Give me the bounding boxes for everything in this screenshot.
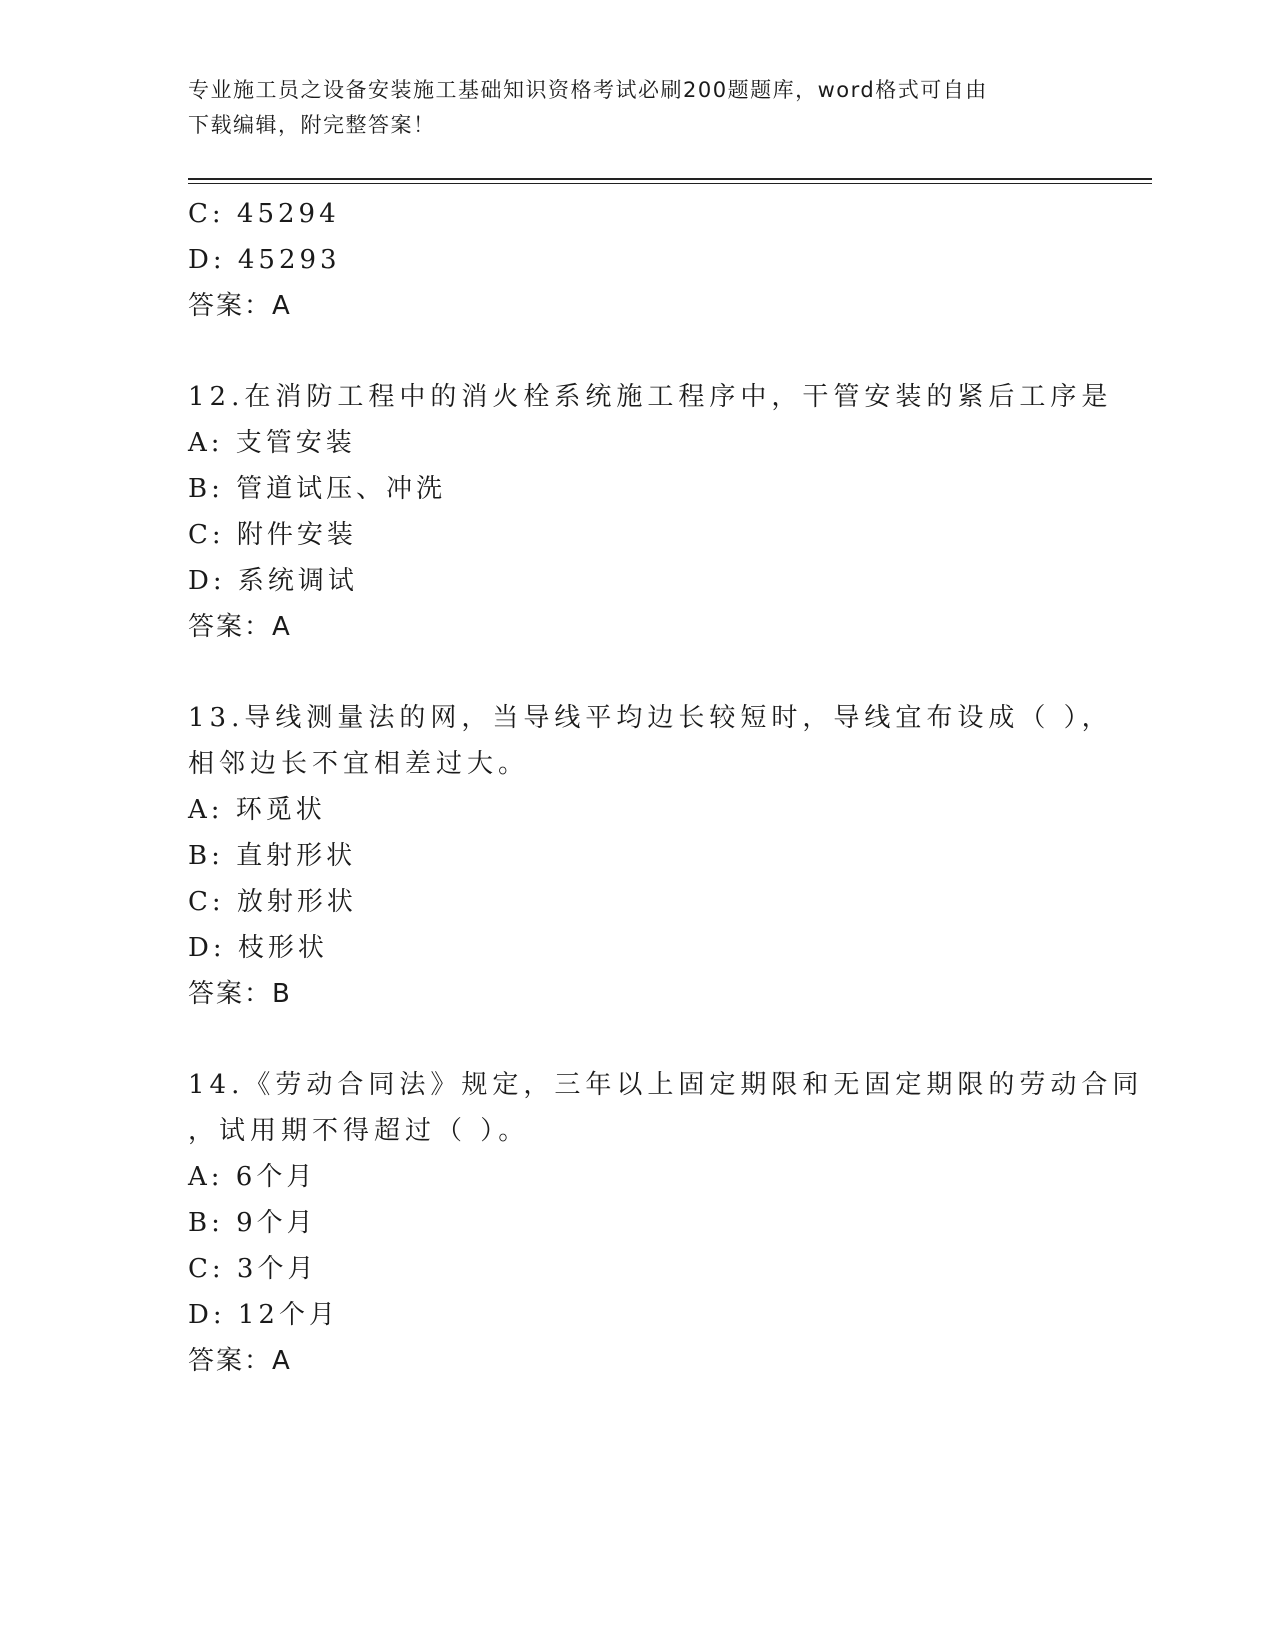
option-b: B: 管道试压、冲洗	[188, 474, 447, 504]
option-a: A: 支管安装	[188, 428, 356, 458]
option-d: D: 12个月	[188, 1300, 339, 1330]
page-header	[188, 73, 1088, 143]
option-c: C: 3个月	[188, 1254, 318, 1284]
answer-line: 答案：B	[188, 979, 292, 1009]
answer-line: 答案：A	[188, 612, 292, 642]
question-text: 14.《劳动合同法》规定，三年以上固定期限和无固定期限的劳动合同	[188, 1070, 1144, 1100]
question-block-12	[188, 374, 1113, 650]
answer-line: 答案：A	[188, 1346, 292, 1376]
option-b: B: 直射形状	[188, 841, 357, 871]
header-rule	[188, 178, 1152, 180]
option-b: B: 9个月	[188, 1208, 317, 1238]
option-a: A: 环觅状	[188, 795, 326, 825]
option-d: D: 枝形状	[188, 933, 328, 963]
question-block-13	[188, 695, 1113, 1017]
question-block-14	[188, 1062, 1144, 1384]
question-content	[188, 191, 1144, 1384]
question-text-continued: ，试用期不得超过（ ）。	[188, 1116, 530, 1146]
header-title-line-1: 专业施工员之设备安装施工基础知识资格考试必刷200题题库，word格式可自由	[188, 78, 988, 102]
prev-question-block	[188, 191, 1108, 329]
option-a: A: 6个月	[188, 1162, 317, 1192]
question-text: 12.在消防工程中的消火栓系统施工程序中，干管安装的紧后工序是	[188, 382, 1113, 412]
option-d: D: 45293	[188, 245, 341, 275]
question-text-continued: 相邻边长不宜相差过大。	[188, 749, 530, 779]
answer-line: 答案：A	[188, 291, 292, 321]
header-title-line-2: 下载编辑，附完整答案！	[188, 113, 436, 137]
option-c: C: 放射形状	[188, 887, 357, 917]
option-c: C: 附件安装	[188, 520, 357, 550]
option-c: C: 45294	[188, 199, 340, 229]
header-rule-thin	[188, 183, 1152, 184]
question-text: 13.导线测量法的网，当导线平均边长较短时，导线宜布设成（ ），	[188, 703, 1113, 733]
option-d: D: 系统调试	[188, 566, 358, 596]
